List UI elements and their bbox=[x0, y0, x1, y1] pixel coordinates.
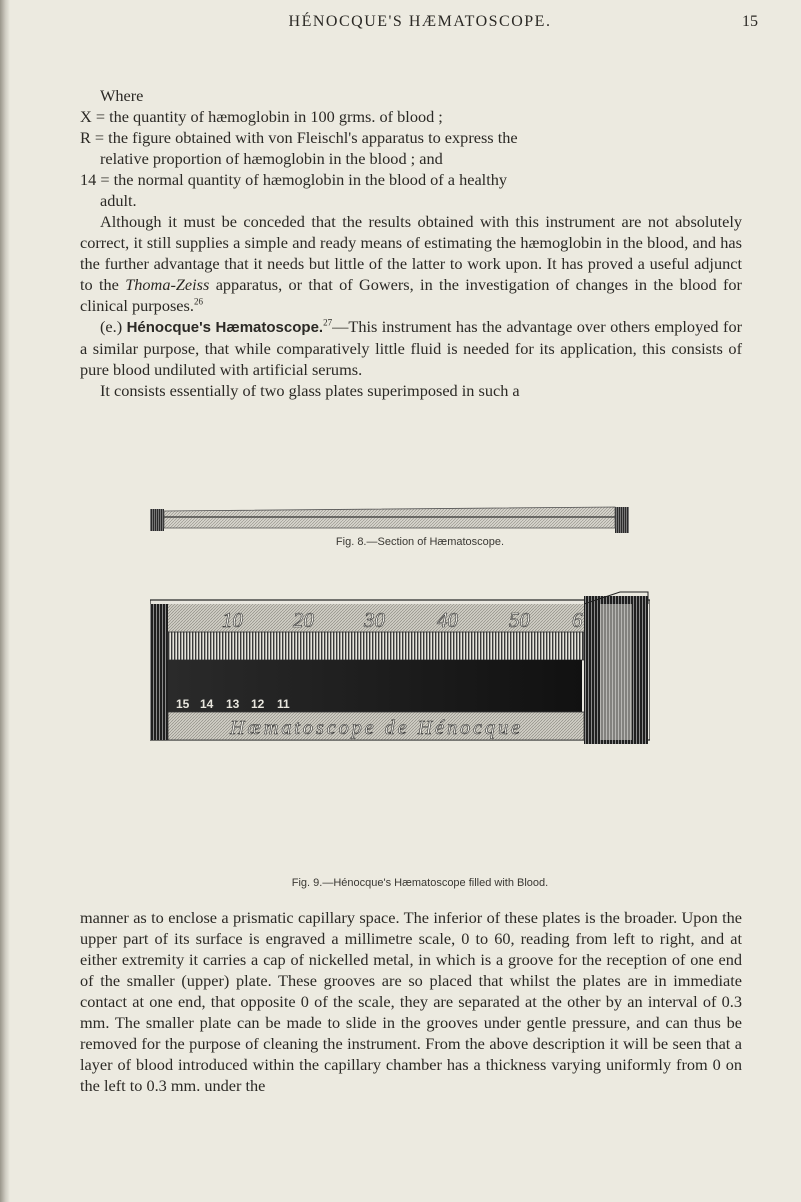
paragraph1-text-b: apparatus, or that of Gowers, in the investigation of changes in the blood for clinical purposes. bbox=[80, 275, 742, 315]
running-title: HÉNOCQUE'S HÆMATOSCOPE. bbox=[288, 13, 552, 30]
figure8-caption: Fig. 8.—Section of Hæmatoscope. bbox=[335, 536, 505, 548]
lower-label-12: 12 bbox=[251, 697, 265, 711]
left-nickel-cap bbox=[150, 604, 168, 740]
description-paragraph: manner as to enclose a prismatic capillary space. The inferior of these plates is the broader. Upon the upper part of its surface is engraved a millimetre scale, 0 to 60, reading from left to right, and at either extremity it carries a cap of nickelled metal, in which is a groove for the reception of one end of the smaller (upper) plate. These grooves are so placed that whilst the plates are in immediate contact at one end, that opposite 0 of the scale, they are separated at the other by an interval of 0.3 mm. The smaller plate can be made to slide in the grooves under gentle pressure, and can thus be removed for the purpose of cleaning the instrument. From the above description it will be seen that a layer of blood introduced within the capillary chamber has a thickness varying uniformly from 0 on the left to 0.3 mm. under the bbox=[80, 908, 742, 1095]
definition-14-line2: adult. bbox=[100, 191, 137, 210]
lower-label-15: 15 bbox=[176, 697, 190, 711]
footnote-ref-26: 26 bbox=[193, 296, 203, 307]
page-number: 15 bbox=[742, 13, 758, 30]
footnote-ref-27: 27 bbox=[323, 317, 333, 328]
scale-label-30: 30 bbox=[364, 608, 385, 632]
paragraph2-text: —This instrument has the advantage over others employed for a similar purpose, that while comparatively little fluid is needed for its application, this consists of pure blood undiluted with artificial serums. bbox=[80, 317, 743, 379]
paragraph1-text-a: Although it must be conceded that the results obtained with this instrument are not absolutely correct, it still supplies a simple and ready means of estimating the hæmoglobin in the blood, and has the further advantage that it needs but little of the latter to work upon. It has proved a useful adjunct to the bbox=[80, 212, 742, 294]
scale-label-6: 6 bbox=[572, 608, 583, 632]
lower-plate bbox=[164, 517, 615, 528]
variable-definitions bbox=[80, 85, 740, 211]
figure9-caption: Fig. 9.—Hénocque's Hæmatoscope filled with Blood. bbox=[291, 877, 549, 889]
lower-label-14: 14 bbox=[200, 697, 214, 711]
lower-label-11: 11 bbox=[277, 697, 290, 711]
lower-label-13: 13 bbox=[226, 697, 240, 711]
scale-label-10: 10 bbox=[222, 608, 243, 632]
section-heading: Hénocque's Hæmatoscope. bbox=[126, 319, 324, 336]
book-spine-shadow bbox=[0, 0, 10, 1202]
instrument-signature: Hæmatoscope de Hénocque bbox=[230, 717, 520, 739]
figure9-hematoscope-illustration bbox=[150, 590, 650, 870]
figure8-section-diagram bbox=[150, 503, 630, 535]
left-cap bbox=[150, 509, 164, 531]
definition-r-line1: R = the figure obtained with von Fleischl's apparatus to express the bbox=[80, 128, 518, 147]
scale-label-50: 50 bbox=[509, 608, 530, 632]
paragraph1-italic: Thoma-Zeiss bbox=[125, 275, 210, 294]
right-cap bbox=[615, 507, 629, 533]
section-label: (e.) bbox=[100, 317, 123, 336]
scale-label-40: 40 bbox=[437, 608, 458, 632]
scale-label-20: 20 bbox=[293, 608, 314, 632]
running-header bbox=[80, 13, 760, 37]
definition-x: X = the quantity of hæmoglobin in 100 grms. of blood ; bbox=[80, 107, 443, 126]
millimetre-scale bbox=[168, 632, 584, 660]
paragraph3-text: It consists essentially of two glass plates superimposed in such a bbox=[100, 381, 520, 400]
definition-r-line2: relative proportion of hæmoglobin in the blood ; and bbox=[100, 149, 443, 168]
definition-14-line1: 14 = the normal quantity of hæmoglobin in the blood of a healthy bbox=[80, 170, 508, 189]
paragraph-body bbox=[80, 211, 742, 401]
where-label: Where bbox=[100, 86, 144, 105]
upper-plate bbox=[164, 507, 615, 517]
